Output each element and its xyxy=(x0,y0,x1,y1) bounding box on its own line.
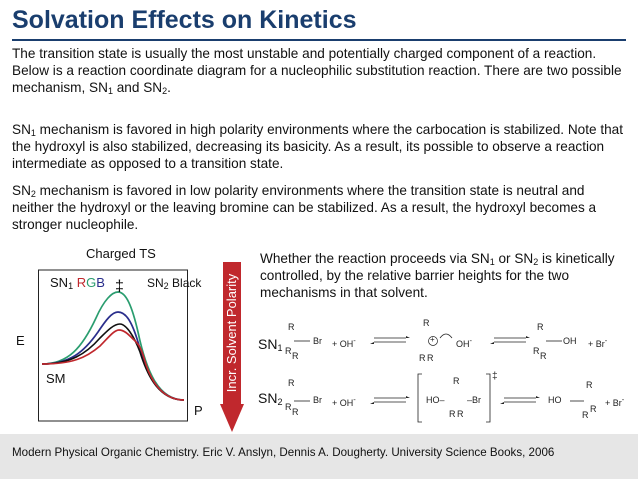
diagram-legend xyxy=(50,275,105,290)
sn2-prod-ho: HO xyxy=(548,395,562,405)
p3-text-a: SN xyxy=(12,183,31,198)
side-explanation xyxy=(260,250,630,301)
sn2-oh-charge: - xyxy=(353,395,356,404)
sn1-oh-charge: - xyxy=(353,336,356,345)
solvent-polarity-arrow xyxy=(220,262,246,434)
reaction-scheme-lines xyxy=(250,316,630,426)
sn1-r-top: R xyxy=(288,322,295,332)
cation-plus: + xyxy=(430,335,435,344)
sn1-arrow-head-3 xyxy=(526,336,530,338)
legend-sn2 xyxy=(147,276,201,290)
cation-oh: OH xyxy=(456,339,470,349)
ts-dagger: ‡ xyxy=(492,371,498,382)
sn2-arrow-head-2 xyxy=(370,402,374,404)
side-sub-a: 1 xyxy=(489,257,495,267)
sn2-prod-r-right: R xyxy=(590,404,597,414)
p1-text-b: and SN xyxy=(112,80,163,95)
sn1-prod-r-right: R xyxy=(540,351,547,361)
sn1-prod-oh: OH xyxy=(563,336,577,346)
sn2-paragraph xyxy=(12,182,624,233)
sn2-r-right: R xyxy=(292,407,299,417)
p3-text-b: mechanism is favored in low polarity environments where the transition state is neutral and neither the hydroxyl or the leaving bromine can be stabilized. As a result, the hydroxyl becomes a stronger nucleophile. xyxy=(12,183,597,232)
page-title: Solvation Effects on Kinetics xyxy=(12,6,357,34)
ts-bracket-right xyxy=(486,374,490,422)
p1-text-a: The transition state is usually the most unstable and potentially charged component of a reaction. Below is a reaction coordinate diagram for a nucleophilic substitution reaction. There are two possible mechanism, SN xyxy=(12,46,622,95)
p1-sub-a: 1 xyxy=(107,86,113,96)
sn1-arrow-head-2 xyxy=(370,342,374,344)
sn2-br: Br xyxy=(313,395,322,405)
sn2-prod-r-top: R xyxy=(586,380,593,390)
cation-oh-charge: - xyxy=(469,336,472,345)
cation-r-right: R xyxy=(427,353,434,363)
sn1-arrow-head-4 xyxy=(490,342,494,344)
citation-footer xyxy=(0,434,638,479)
ts-r-left: R xyxy=(449,409,456,419)
ts-double-dagger: ‡ xyxy=(115,278,124,295)
sn1-label-sub: 1 xyxy=(277,343,283,353)
p2-sub-a: 1 xyxy=(30,128,36,138)
sn1-hydroxide xyxy=(332,336,356,349)
sn1-r-left: R xyxy=(285,346,292,356)
sn2-label-sub: 2 xyxy=(277,397,283,407)
side-text-c: is kinetically controlled, by the relative barrier heights for the two mechanisms in that solvent. xyxy=(260,251,615,300)
ts-bracket-left xyxy=(418,374,422,422)
sn2-plus-br: + Br xyxy=(605,398,622,408)
energy-axis-label: E xyxy=(16,333,25,348)
ts-r-top: R xyxy=(453,376,460,386)
sn1-plus-oh: + OH xyxy=(332,339,354,349)
curve-blue xyxy=(42,312,184,400)
sn1-paragraph xyxy=(12,121,624,172)
sn1-r-right: R xyxy=(292,351,299,361)
p1-text-c: . xyxy=(167,80,171,95)
sm-label: SM xyxy=(46,371,66,386)
sn2-bromide xyxy=(605,395,624,408)
p2-text-a: SN xyxy=(12,122,31,137)
sn1-prod-r-left: R xyxy=(533,346,540,356)
legend-r: R xyxy=(76,275,87,290)
attack-curved-arrow xyxy=(440,334,452,338)
intro-paragraph xyxy=(12,45,624,96)
sn1-bromide xyxy=(588,336,607,349)
sn2-arrow-head-4 xyxy=(500,402,504,404)
sn1-plus-br: + Br xyxy=(588,339,605,349)
legend-sn1-sub: 1 xyxy=(68,281,74,291)
sn2-arrow-head-1 xyxy=(406,396,410,398)
arrow-head xyxy=(220,404,244,432)
cation-r-top: R xyxy=(423,318,430,328)
sn1-label-text: SN xyxy=(258,336,278,352)
curve-red xyxy=(42,330,184,400)
p2-text-b: mechanism is favored in high polarity environments where the carbocation is stabilized. Note that the hydroxyl is also stabilized, decreasing its basicity. As a result, its possible to observe a reaction intermediate as opposed to a transition state. xyxy=(12,122,623,171)
sn2-r-left: R xyxy=(285,402,292,412)
ts-br: –Br xyxy=(467,395,482,405)
sn2-prod-r-left: R xyxy=(582,410,589,420)
side-sub-b: 2 xyxy=(533,257,539,267)
cation-r-left: R xyxy=(419,353,426,363)
arrow-text: Incr. Solvent Polarity xyxy=(224,273,239,393)
sn2-label-text: SN xyxy=(258,390,278,406)
p-label: P xyxy=(194,403,203,418)
legend-b: B xyxy=(96,275,105,290)
charged-ts-label: Charged TS xyxy=(86,246,156,261)
legend-sn2-prefix: SN xyxy=(147,276,164,290)
sn2-arrow-head-3 xyxy=(536,396,540,398)
sn1-br: Br xyxy=(313,336,322,346)
legend-sn2-suffix: Black xyxy=(168,276,202,290)
sn2-hydroxide xyxy=(332,395,356,408)
legend-sn1-prefix: SN xyxy=(50,275,69,290)
p3-sub-a: 2 xyxy=(30,189,36,199)
p1-sub-b: 2 xyxy=(162,86,168,96)
title-divider xyxy=(12,39,626,41)
sn2-r-top: R xyxy=(288,378,295,388)
sn1-arrow-head-1 xyxy=(406,336,410,338)
side-text-b: or SN xyxy=(494,251,534,266)
sn1-br-charge: - xyxy=(604,336,608,345)
citation-text: Modern Physical Organic Chemistry. Eric V. Anslyn, Dennis A. Dougherty. University Science Books, 2006 xyxy=(12,446,555,459)
legend-sn2-sub: 2 xyxy=(163,281,169,291)
ts-ho: HO– xyxy=(426,395,445,405)
cation-hydroxide xyxy=(456,336,472,349)
legend-g: G xyxy=(86,275,97,290)
ts-r-right: R xyxy=(457,409,464,419)
sn2-br-charge: - xyxy=(621,395,625,404)
side-text-a: Whether the reaction proceeds via SN xyxy=(260,251,490,266)
sn2-plus-oh: + OH xyxy=(332,398,354,408)
sn1-prod-r-top: R xyxy=(537,322,544,332)
